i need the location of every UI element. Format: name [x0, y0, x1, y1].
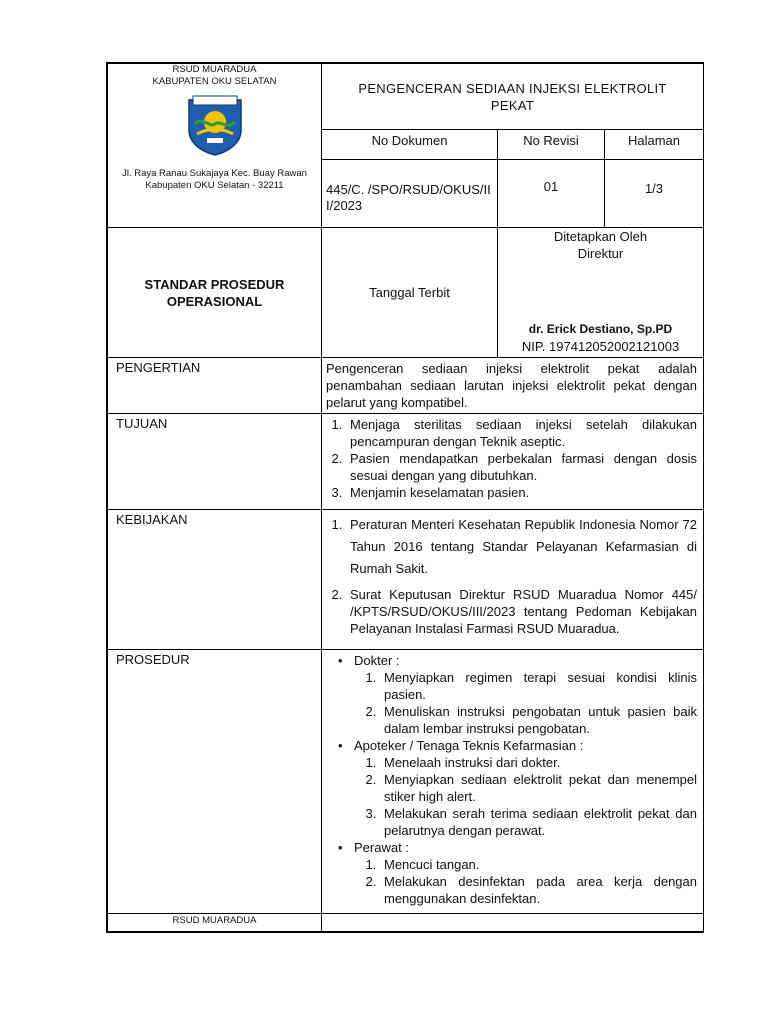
list-item: 2. Menuliskan instruksi pengobatan untuk pasien baik dalam lembar instruksi pengobatan. — [380, 703, 697, 737]
list-item: 3. Menjamin keselamatan pasien. — [346, 484, 697, 501]
no-revisi-value: 01 — [498, 160, 605, 228]
prosedur-role: Apoteker / Tenaga Teknis Kefarmasian : — [354, 738, 584, 753]
list-item: 1. Mencuci tangan. — [380, 856, 697, 873]
kebijakan-content — [322, 510, 704, 650]
director-nip: NIP. 197412052002121003 — [521, 339, 680, 354]
prosedur-steps — [354, 754, 697, 839]
tanggal-terbit-label: Tanggal Terbit — [322, 228, 498, 358]
kebijakan-label: KEBIJAKAN — [108, 510, 322, 650]
hospital-logo-icon — [183, 94, 247, 156]
regency-name: KABUPATEN OKU SELATAN — [152, 76, 277, 87]
ditetapkan-label: Ditetapkan Oleh Direktur — [553, 229, 648, 261]
ditetapkan-cell — [498, 228, 704, 358]
pengertian-label: PENGERTIAN — [108, 358, 322, 414]
list-item: 1. Menyiapkan regimen terapi sesuai kondisi klinis pasien. — [380, 669, 697, 703]
no-dokumen-value: 445/C. /SPO/RSUD/OKUS/III/2023 — [322, 160, 498, 228]
prosedur-content — [322, 650, 704, 914]
list-item: 2. Pasien mendapatkan perbekalan farmasi dengan dosis sesuai dengan yang dibutuhkan. — [346, 450, 697, 484]
footer-empty-cell — [322, 914, 704, 932]
hospital-name: RSUD MUARADUA — [172, 64, 257, 75]
no-dokumen-label: No Dokumen — [322, 130, 498, 160]
kebijakan-list — [326, 514, 697, 637]
list-item — [354, 652, 697, 737]
tujuan-content — [322, 414, 704, 510]
list-item: 1. Menelaah instruksi dari dokter. — [380, 754, 697, 771]
prosedur-role: Perawat : — [354, 840, 409, 855]
list-item: 2. Melakukan desinfektan pada area kerja dengan menggunakan desinfektan. — [380, 873, 697, 907]
prosedur-role: Dokter : — [354, 653, 400, 668]
list-item: 1. Peraturan Menteri Kesehatan Republik Indonesia Nomor 72 Tahun 2016 tentang Standar Pelayanan Kefarmasian di Rumah Sakit. — [346, 514, 697, 580]
footer-hospital-name: RSUD MUARADUA — [108, 914, 322, 932]
halaman-value: 1/3 — [605, 160, 704, 228]
list-item — [354, 737, 697, 839]
prosedur-steps — [354, 856, 697, 907]
list-item: 1. Menjaga sterilitas sediaan injeksi setelah dilakukan pencampuran dengan Teknik aseptic. — [346, 416, 697, 450]
spo-title: STANDAR PROSEDUR OPERASIONAL — [144, 276, 285, 309]
spo-title-cell — [108, 228, 322, 358]
prosedur-label: PROSEDUR — [108, 650, 322, 914]
list-item — [354, 839, 697, 907]
no-revisi-label: No Revisi — [498, 130, 605, 160]
address-line-1: Jl. Raya Ranau Sukajaya Kec. Buay Rawan — [122, 168, 307, 179]
address-line-2: Kabupaten OKU Selatan - 32211 — [145, 180, 284, 191]
hospital-identity-cell — [108, 64, 322, 228]
director-name: dr. Erick Destiano, Sp.PD — [528, 322, 673, 336]
pengertian-text: Pengenceran sediaan injeksi elektrolit pekat adalah penambahan sediaan larutan injeksi elektrolit pekat dengan pelarut yang kompatibel. — [322, 358, 704, 414]
list-item: 2. Menyiapkan sediaan elektrolit pekat dan menempel stiker high alert. — [380, 771, 697, 805]
tujuan-list — [326, 416, 697, 501]
list-item: 2. Surat Keputusan Direktur RSUD Muaradua Nomor 445/ /KPTS/RSUD/OKUS/III/2023 tentang Pedoman Kebijakan Pelayanan Instalasi Farmasi RSUD Muaradua. — [346, 586, 697, 637]
list-item: 3. Melakukan serah terima sediaan elektrolit pekat dan pelarutnya dengan perawat. — [380, 805, 697, 839]
document-title: PENGENCERAN SEDIAAN INJEKSI ELEKTROLIT PEKAT — [358, 80, 667, 113]
halaman-label: Halaman — [605, 130, 704, 160]
prosedur-steps — [354, 669, 697, 737]
prosedur-list — [326, 652, 697, 907]
spo-document — [106, 62, 704, 933]
document-title-cell — [322, 64, 704, 130]
tujuan-label: TUJUAN — [108, 414, 322, 510]
spo-table — [107, 63, 704, 932]
